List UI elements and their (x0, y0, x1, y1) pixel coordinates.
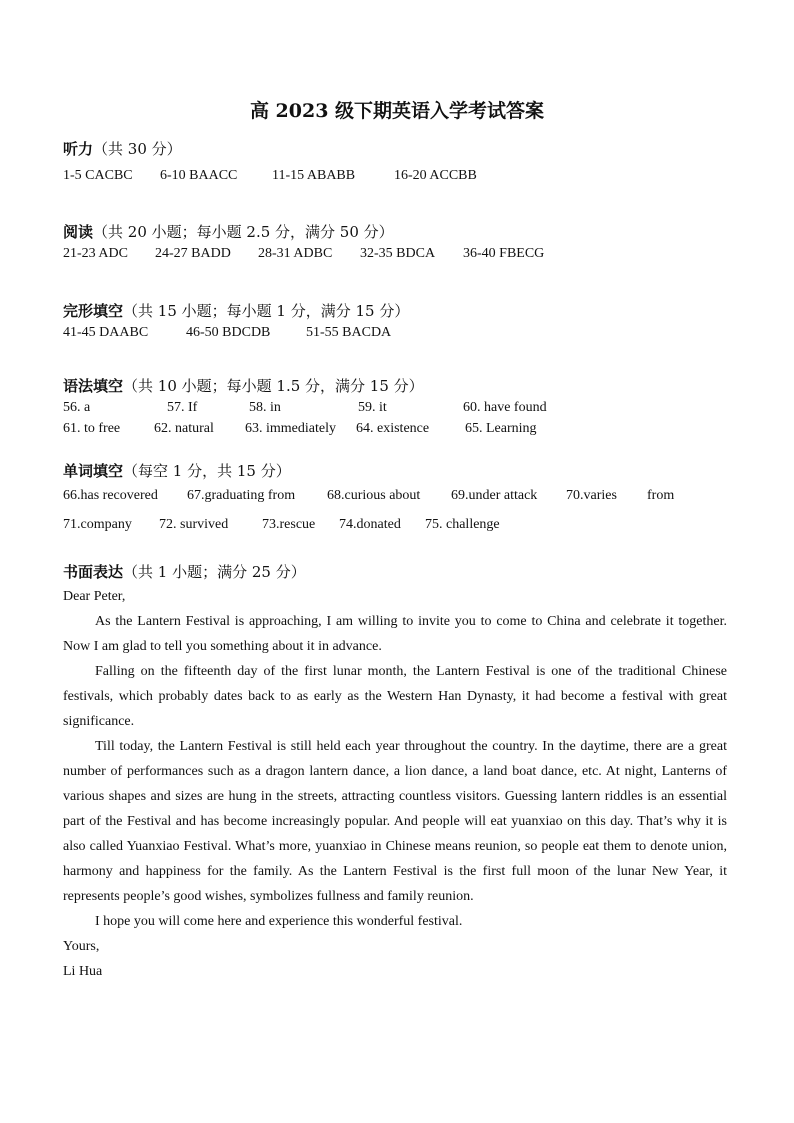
word-fill-heading-label: 单词填空 (63, 462, 124, 480)
essay-closing: Yours, (63, 939, 100, 954)
listening-heading (63, 138, 182, 159)
grammar-heading (63, 375, 424, 396)
listening-heading-note: （共 30 分） (93, 140, 182, 158)
answer-group: 41-45 DAABC (63, 325, 149, 340)
word-fill-heading (63, 460, 291, 481)
answer-group: 11-15 ABABB (272, 168, 356, 183)
answer-item: 70.varies (566, 488, 617, 503)
answer-item: 58. in (249, 400, 281, 415)
answer-group: 24-27 BADD (155, 246, 231, 261)
answer-group: 6-10 BAACC (160, 168, 238, 183)
answer-item: 62. natural (154, 421, 214, 436)
answer-item: 56. a (63, 400, 91, 415)
answer-item: 73.rescue (262, 517, 316, 532)
answer-group: 1-5 CACBC (63, 168, 133, 183)
writing-heading (63, 561, 306, 582)
answer-group: 46-50 BDCDB (186, 325, 271, 340)
grammar-heading-label: 语法填空 (63, 377, 124, 395)
essay-paragraph: I hope you will come here and experience this wonderful festival. (95, 914, 463, 929)
grammar-heading-note: （共 10 小题；每小题 1.5 分，满分 15 分） (123, 377, 424, 395)
page-title: 高 2023 级下期英语入学考试答案 (249, 100, 545, 122)
answer-item: 66.has recovered (63, 488, 158, 503)
cloze-heading-note: （共 15 小题；每小题 1 分，满分 15 分） (123, 302, 410, 320)
answer-item: 65. Learning (465, 421, 537, 436)
answer-item: 74.donated (339, 517, 401, 532)
answer-item: 63. immediately (245, 421, 336, 436)
cloze-heading-label: 完形填空 (63, 302, 124, 320)
essay-greeting: Dear Peter, (63, 589, 126, 604)
essay-signature: Li Hua (63, 964, 103, 979)
answer-item: 75. challenge (425, 517, 500, 532)
essay-paragraph: Falling on the fifteenth day of the first lunar month, the Lantern Festival is one of the traditional Chinese festivals, which probably dates back to as early as the Western Han Dynasty, it had become a festival with great significance. (63, 664, 727, 729)
answer-group: 32-35 BDCA (360, 246, 436, 261)
cloze-heading (63, 300, 409, 321)
answer-item: 71.company (63, 517, 132, 532)
answer-item: 60. have found (463, 400, 547, 415)
essay-paragraph: Till today, the Lantern Festival is still held each year throughout the country. In the daytime, there are a great number of performances such as a dragon lantern dance, a lion dance, a land boat dance, etc. At night, Lanterns of various shapes and sizes are hung in the streets, attracting countless visitors. Guessing lantern riddles is an essential part of the Festival and has become increasingly popular. And people will eat yuanxiao on this day. That’s why it is also called Yuanxiao Festival. What’s more, yuanxiao in Chinese means reunion, so people eat them to denote union, harmony and happiness for the family. As the Lantern Festival is the first full moon of the lunar New Year, it represents people’s good wishes, symbolizes fullness and family reunion. (63, 739, 727, 904)
answer-item: from (647, 488, 675, 503)
essay-body (63, 584, 727, 984)
answer-item: 72. survived (159, 517, 229, 532)
listening-heading-label: 听力 (63, 140, 94, 158)
reading-heading-note: （共 20 小题；每小题 2.5 分，满分 50 分） (93, 223, 394, 241)
answer-group: 21-23 ADC (63, 246, 128, 261)
answer-item: 64. existence (356, 421, 430, 436)
answer-group: 28-31 ADBC (258, 246, 333, 261)
answer-item: 57. If (167, 400, 198, 415)
answer-group: 16-20 ACCBB (394, 168, 477, 183)
writing-heading-note: （共 1 小题；满分 25 分） (123, 563, 306, 581)
answer-item: 68.curious about (327, 488, 421, 503)
answer-item: 69.under attack (451, 488, 538, 503)
answer-item: 59. it (358, 400, 387, 415)
essay-paragraph: As the Lantern Festival is approaching, I am willing to invite you to come to China and celebrate it together. Now I am glad to tell you something about it in advance. (63, 614, 727, 654)
answer-item: 67.graduating from (187, 488, 296, 503)
reading-heading-label: 阅读 (63, 223, 94, 241)
reading-heading (63, 221, 394, 242)
word-fill-heading-note: （每空 1 分，共 15 分） (123, 462, 291, 480)
answer-group: 51-55 BACDA (306, 325, 392, 340)
answer-group: 36-40 FBECG (463, 246, 545, 261)
writing-heading-label: 书面表达 (63, 563, 124, 581)
answer-item: 61. to free (63, 421, 121, 436)
